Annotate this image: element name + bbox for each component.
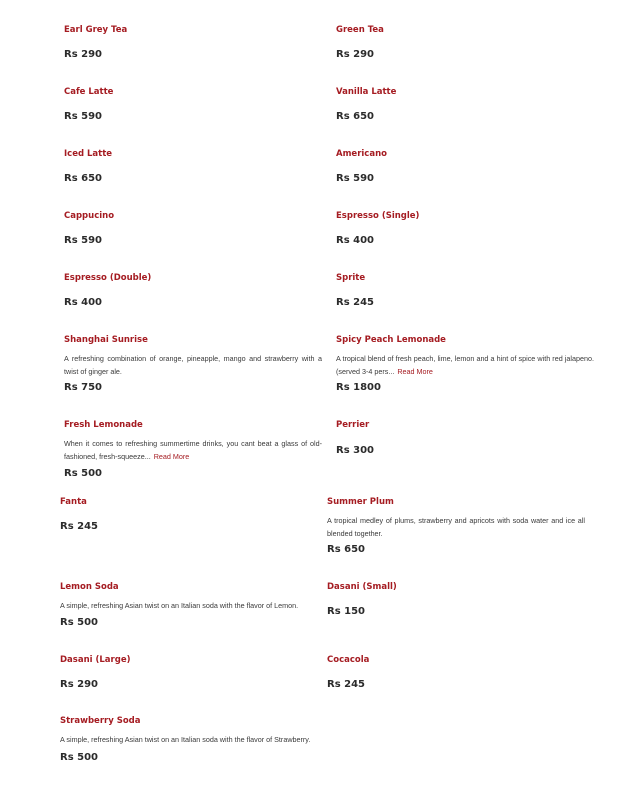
item-name-espresso-single[interactable]: Espresso (Single) — [336, 211, 420, 221]
read-more-link[interactable]: Read More — [397, 367, 433, 376]
item-price: Rs 500 — [64, 468, 103, 479]
item-name-summer-plum[interactable]: Summer Plum — [327, 497, 394, 507]
item-price: Rs 400 — [64, 297, 103, 308]
item-description — [336, 352, 594, 378]
item-description: A refreshing combination of orange, pineapple, mango and strawberry with a twist of ginger ale. — [64, 354, 322, 376]
item-name-green-tea[interactable]: Green Tea — [336, 25, 384, 35]
item-description: A tropical medley of plums, strawberry and apricots with soda water and ice all blended together. — [327, 516, 585, 538]
item-name-cocacola[interactable]: Cocacola — [327, 655, 370, 665]
item-name-fanta[interactable]: Fanta — [60, 497, 87, 507]
item-name-shanghai-sunrise[interactable]: Shanghai Sunrise — [64, 335, 148, 345]
item-name-lemon-soda[interactable]: Lemon Soda — [60, 582, 119, 592]
item-name-spicy-peach-lemonade[interactable]: Spicy Peach Lemonade — [336, 335, 446, 345]
item-description: A simple, refreshing Asian twist on an Italian soda with the flavor of Lemon. — [60, 601, 299, 610]
item-description-text: A tropical blend of fresh peach, lime, lemon and a hint of spice with red jalapeno. (served 3-4 pers... — [336, 354, 594, 376]
item-price: Rs 245 — [60, 521, 99, 532]
item-name-earl-grey-tea[interactable]: Earl Grey Tea — [64, 25, 128, 35]
item-description — [64, 437, 322, 463]
item-price: Rs 650 — [336, 111, 375, 122]
item-price: Rs 750 — [64, 382, 103, 393]
item-price: Rs 290 — [64, 49, 103, 60]
item-price: Rs 590 — [64, 111, 103, 122]
item-price: Rs 650 — [327, 544, 366, 555]
item-name-perrier[interactable]: Perrier — [336, 420, 370, 430]
item-price: Rs 400 — [336, 235, 375, 246]
item-name-americano[interactable]: Americano — [336, 149, 387, 159]
item-price: Rs 500 — [60, 617, 99, 628]
item-price: Rs 245 — [327, 679, 366, 690]
item-description: A simple, refreshing Asian twist on an Italian soda with the flavor of Strawberry. — [60, 735, 311, 744]
item-name-sprite[interactable]: Sprite — [336, 273, 366, 283]
item-name-fresh-lemonade[interactable]: Fresh Lemonade — [64, 420, 143, 430]
item-name-vanilla-latte[interactable]: Vanilla Latte — [336, 87, 397, 97]
item-price: Rs 1800 — [336, 382, 381, 393]
item-price: Rs 590 — [336, 173, 375, 184]
item-name-dasani-small[interactable]: Dasani (Small) — [327, 582, 397, 592]
item-price: Rs 300 — [336, 445, 375, 456]
item-description-text: When it comes to refreshing summertime drinks, you cant beat a glass of old-fashioned, fresh-squeeze... — [64, 439, 322, 461]
item-price: Rs 290 — [336, 49, 375, 60]
read-more-link[interactable]: Read More — [153, 452, 190, 461]
item-name-cappucino[interactable]: Cappucino — [64, 211, 115, 221]
item-name-cafe-latte[interactable]: Cafe Latte — [64, 87, 114, 97]
item-price: Rs 650 — [64, 173, 103, 184]
item-name-dasani-large[interactable]: Dasani (Large) — [60, 655, 131, 665]
item-price: Rs 290 — [60, 679, 99, 690]
item-price: Rs 245 — [336, 297, 375, 308]
item-price: Rs 590 — [64, 235, 103, 246]
item-price: Rs 500 — [60, 752, 99, 763]
item-price: Rs 150 — [327, 606, 366, 617]
item-name-espresso-double[interactable]: Espresso (Double) — [64, 273, 152, 283]
item-name-strawberry-soda[interactable]: Strawberry Soda — [60, 716, 141, 726]
item-name-iced-latte[interactable]: Iced Latte — [64, 149, 113, 159]
